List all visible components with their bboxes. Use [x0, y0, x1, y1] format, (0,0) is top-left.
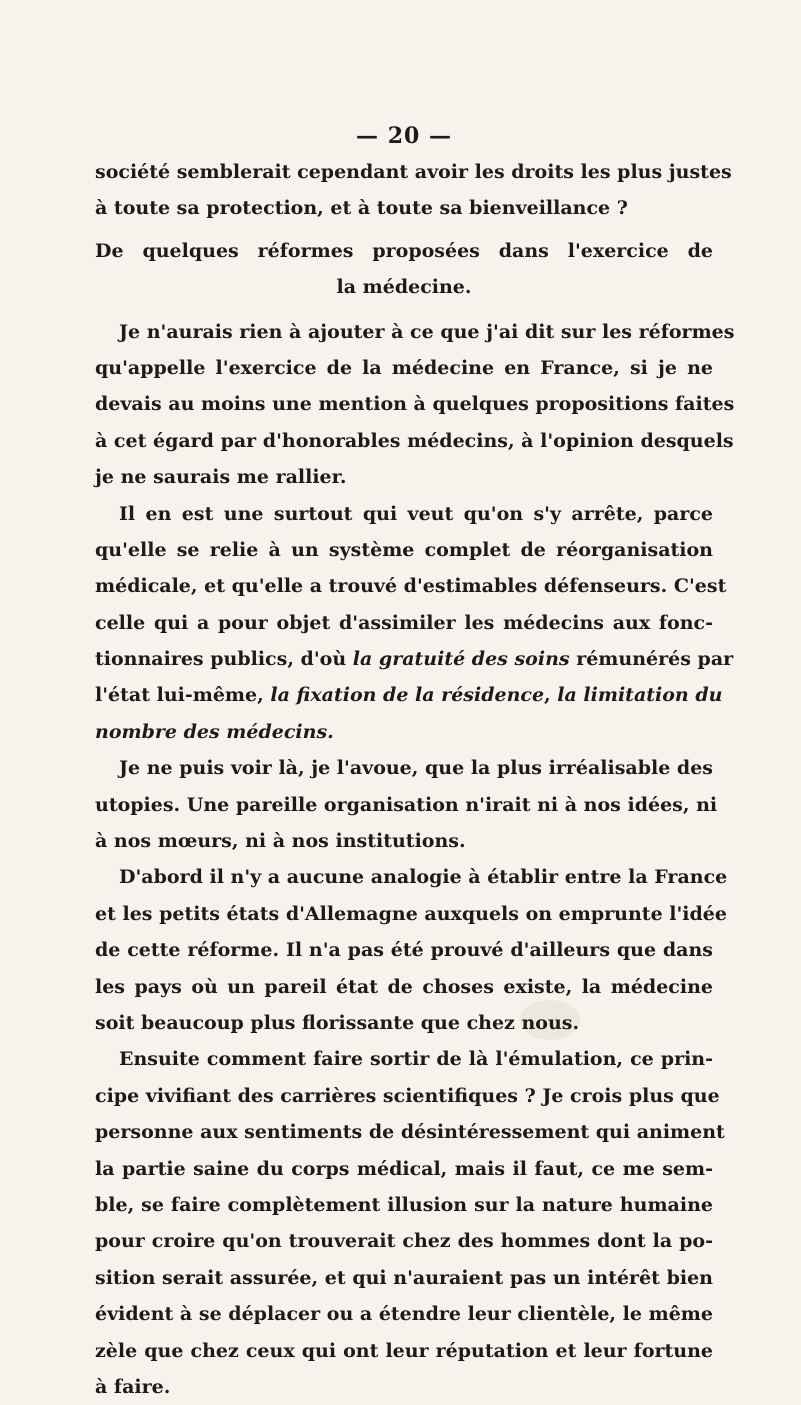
paragraph-continuation: [95, 154, 732, 227]
text-line: médicale, et qu'elle a trouvé d'estimables défenseurs. C'est: [95, 575, 727, 598]
italic-phrase: nombre des médecins.: [95, 720, 334, 743]
text-line: à nos mœurs, ni à nos institutions.: [95, 830, 466, 853]
page-text: [95, 118, 735, 1405]
paragraph: [95, 1041, 725, 1405]
text-line: pour croire qu'on trouverait chez des hommes dont la po-: [95, 1230, 713, 1253]
paragraph: [95, 750, 718, 859]
italic-phrase: la fixation de la résidence: [270, 684, 545, 707]
text-line: de cette réforme. Il n'a pas été prouvé d'ailleurs que dans: [95, 939, 713, 962]
text-line: personne aux sentiments de désintéressement qui animent: [95, 1121, 725, 1144]
text-line: Ensuite comment faire sortir de là l'émulation, ce prin-: [119, 1048, 713, 1071]
text-run: ,: [544, 684, 558, 707]
text-line: D'abord il n'y a aucune analogie à établir entre la France: [119, 866, 728, 889]
text-line: à faire.: [95, 1375, 171, 1398]
text-run: l'état lui-même,: [95, 684, 271, 707]
text-line: [95, 714, 713, 750]
text-line: sition serait assurée, et qui n'auraient pas un intérêt bien: [95, 1266, 713, 1289]
text-line: Il en est une surtout qui veut qu'on s'y arrête, parce: [119, 502, 713, 525]
text-line: évident à se déplacer ou a étendre leur clientèle, le même: [95, 1303, 713, 1326]
text-line: celle qui a pour objet d'assimiler les médecins aux fonc-: [95, 611, 713, 634]
text-line: et les petits états d'Allemagne auxquels on emprunte l'idée: [95, 902, 727, 925]
text-line: ble, se faire complètement illusion sur la nature humaine: [95, 1193, 713, 1216]
text-line: devais au moins une mention à quelques propositions faites: [95, 393, 735, 416]
paragraph: [95, 859, 728, 1041]
page-number: — 20 —: [356, 123, 452, 149]
text-line: les pays où un pareil état de choses existe, la médecine: [95, 975, 713, 998]
text-run: rémunérés par: [569, 648, 734, 671]
heading-line: De quelques réformes proposées dans l'exercice de: [95, 239, 713, 262]
text-line: zèle que chez ceux qui ont leur réputation et leur fortune: [95, 1339, 713, 1362]
text-line: soit beaucoup plus florissante que chez nous.: [95, 1011, 580, 1034]
heading-line: la médecine.: [336, 276, 472, 299]
text-line: à cet égard par d'honorables médecins, à l'opinion desquels: [95, 429, 734, 452]
text-line: société semblerait cependant avoir les droits les plus justes: [95, 161, 732, 183]
text-line: Je ne puis voir là, je l'avoue, que la plus irréalisable des: [119, 757, 713, 780]
italic-phrase: la limitation du: [557, 684, 723, 707]
text-line: utopies. Une pareille organisation n'irait ni à nos idées, ni: [95, 793, 718, 816]
text-line: cipe vivifiant des carrières scientifiques ? Je crois plus que: [95, 1084, 720, 1107]
text-line: qu'elle se relie à un système complet de réorganisation: [95, 538, 713, 561]
text-run: tionnaires publics, d'où: [95, 648, 353, 671]
paragraph: [95, 496, 734, 751]
text-line: qu'appelle l'exercice de la médecine en France, si je ne: [95, 356, 713, 379]
italic-phrase: la gratuité des soins: [352, 648, 570, 671]
paragraph: [95, 314, 735, 496]
section-heading: [95, 233, 713, 306]
text-line: je ne saurais me rallier.: [95, 466, 347, 489]
text-line: [95, 677, 723, 713]
text-line: [95, 641, 734, 677]
text-line: la partie saine du corps médical, mais il faut, ce me sem-: [95, 1157, 713, 1180]
text-line: à toute sa protection, et à toute sa bienveillance ?: [95, 197, 628, 220]
text-line: Je n'aurais rien à ajouter à ce que j'ai dit sur les réformes: [119, 320, 735, 343]
